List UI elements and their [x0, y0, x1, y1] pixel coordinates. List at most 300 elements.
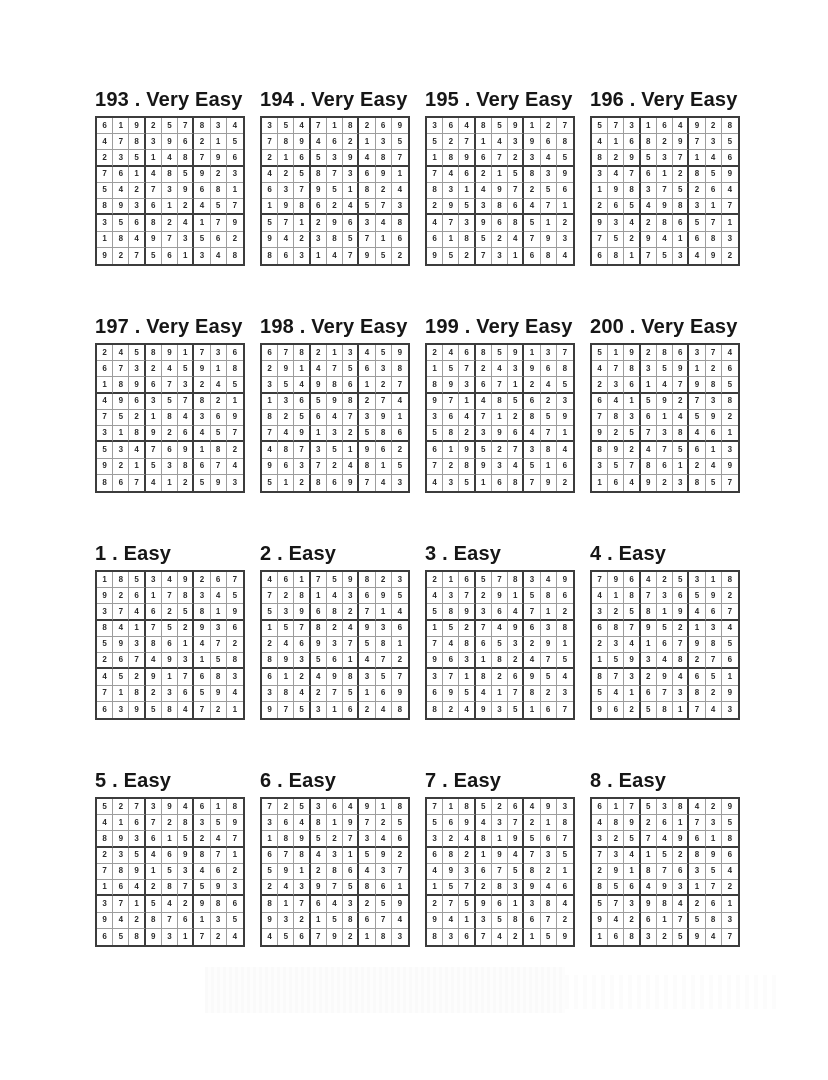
- sudoku-cell: 4: [311, 848, 327, 864]
- sudoku-cell: 9: [194, 167, 210, 183]
- sudoku-cell: 6: [541, 702, 557, 718]
- sudoku-cell: 9: [459, 815, 475, 831]
- sudoku-cell: 1: [211, 134, 227, 150]
- sudoku-cell: 3: [311, 702, 327, 718]
- sudoku-cell: 5: [178, 604, 194, 620]
- sudoku-cell: 5: [624, 831, 640, 847]
- sudoku-cell: 3: [557, 394, 573, 410]
- sudoku-cell: 3: [162, 183, 178, 199]
- sudoku-cell: 8: [641, 604, 657, 620]
- sudoku-cell: 9: [673, 604, 689, 620]
- sudoku-cell: 7: [343, 637, 359, 653]
- sudoku-cell: 2: [641, 345, 657, 361]
- sudoku-cell: 1: [294, 215, 310, 231]
- sudoku-cell: 8: [178, 459, 194, 475]
- sudoku-cell: 3: [97, 426, 113, 442]
- sudoku-cell: 9: [427, 913, 443, 929]
- sudoku-cell: 2: [557, 215, 573, 231]
- sudoku-cell: 3: [459, 215, 475, 231]
- sudoku-cell: 2: [262, 150, 278, 166]
- sudoku-cell: 1: [541, 815, 557, 831]
- sudoku-cell: 5: [262, 475, 278, 491]
- sudoku-cell: 6: [641, 686, 657, 702]
- puzzle-199-very-easy: [425, 317, 575, 493]
- sudoku-cell: 9: [194, 621, 210, 637]
- sudoku-cell: 5: [673, 183, 689, 199]
- sudoku-cell: 4: [706, 702, 722, 718]
- sudoku-cell: 8: [227, 799, 243, 815]
- sudoku-cell: 2: [162, 426, 178, 442]
- sudoku-cell: 2: [476, 361, 492, 377]
- sudoku-cell: 8: [294, 848, 310, 864]
- sudoku-cell: 5: [427, 604, 443, 620]
- sudoku-cell: 4: [541, 150, 557, 166]
- sudoku-cell: 9: [524, 134, 540, 150]
- sudoku-cell: 3: [262, 118, 278, 134]
- sudoku-cell: 2: [427, 572, 443, 588]
- sudoku-cell: 2: [673, 621, 689, 637]
- sudoku-cell: 9: [227, 215, 243, 231]
- puzzle-8-easy: [590, 771, 740, 947]
- sudoku-cell: 2: [262, 880, 278, 896]
- sudoku-cell: 1: [227, 394, 243, 410]
- sudoku-cell: 8: [97, 621, 113, 637]
- sudoku-cell: 6: [278, 459, 294, 475]
- sudoku-cell: 1: [359, 377, 375, 393]
- sudoku-cell: 4: [722, 183, 738, 199]
- puzzle-title: 7 . Easy: [425, 770, 502, 792]
- sudoku-cell: 2: [657, 475, 673, 491]
- sudoku-cell: 2: [459, 621, 475, 637]
- sudoku-cell: 2: [492, 799, 508, 815]
- sudoku-cell: 5: [443, 361, 459, 377]
- sudoku-cell: 1: [311, 913, 327, 929]
- sudoku-cell: 3: [113, 848, 129, 864]
- sudoku-cell: 5: [129, 150, 145, 166]
- sudoku-cell: 3: [641, 361, 657, 377]
- sudoku-cell: 2: [194, 377, 210, 393]
- sudoku-cell: 5: [592, 896, 608, 912]
- sudoku-cell: 3: [194, 410, 210, 426]
- sudoku-cell: 3: [327, 848, 343, 864]
- sudoku-cell: 8: [557, 361, 573, 377]
- sudoku-cell: 7: [278, 345, 294, 361]
- sudoku-cell: 5: [392, 459, 408, 475]
- sudoku-cell: 4: [427, 588, 443, 604]
- sudoku-cell: 7: [194, 345, 210, 361]
- sudoku-cell: 8: [146, 637, 162, 653]
- sudoku-cell: 2: [541, 394, 557, 410]
- sudoku-cell: 9: [359, 621, 375, 637]
- sudoku-cell: 8: [146, 215, 162, 231]
- sudoku-cell: 6: [146, 377, 162, 393]
- sudoku-grid: [425, 343, 575, 493]
- sudoku-cell: 9: [689, 929, 705, 945]
- sudoku-cell: 4: [194, 426, 210, 442]
- sudoku-cell: 4: [97, 815, 113, 831]
- sudoku-cell: 4: [508, 459, 524, 475]
- sudoku-cell: 9: [194, 361, 210, 377]
- sudoku-cell: 2: [294, 232, 310, 248]
- sudoku-cell: 5: [459, 686, 475, 702]
- sudoku-cell: 6: [541, 361, 557, 377]
- sudoku-cell: 5: [113, 410, 129, 426]
- sudoku-cell: 1: [262, 394, 278, 410]
- sudoku-cell: 7: [673, 913, 689, 929]
- sudoku-cell: 1: [557, 199, 573, 215]
- sudoku-cell: 5: [392, 588, 408, 604]
- sudoku-cell: 7: [194, 150, 210, 166]
- sudoku-cell: 8: [541, 896, 557, 912]
- sudoku-cell: 1: [211, 799, 227, 815]
- sudoku-cell: 1: [146, 410, 162, 426]
- sudoku-cell: 9: [392, 345, 408, 361]
- sudoku-cell: 6: [492, 215, 508, 231]
- sudoku-cell: 9: [392, 896, 408, 912]
- sudoku-cell: 5: [459, 475, 475, 491]
- sudoku-cell: 9: [294, 831, 310, 847]
- sudoku-cell: 5: [476, 572, 492, 588]
- puzzle-title: 193 . Very Easy: [95, 89, 243, 111]
- sudoku-cell: 4: [624, 215, 640, 231]
- sudoku-cell: 9: [278, 653, 294, 669]
- sudoku-cell: 1: [443, 799, 459, 815]
- sudoku-grid: [95, 116, 245, 266]
- sudoku-cell: 2: [592, 377, 608, 393]
- sudoku-cell: 1: [343, 442, 359, 458]
- sudoku-cell: 4: [492, 134, 508, 150]
- sudoku-cell: 5: [294, 167, 310, 183]
- sudoku-cell: 5: [492, 637, 508, 653]
- sudoku-cell: 5: [476, 799, 492, 815]
- sudoku-cell: 2: [592, 864, 608, 880]
- sudoku-cell: 2: [392, 848, 408, 864]
- sudoku-cell: 3: [508, 880, 524, 896]
- sudoku-cell: 3: [262, 815, 278, 831]
- sudoku-cell: 1: [641, 637, 657, 653]
- sudoku-cell: 4: [476, 394, 492, 410]
- sudoku-cell: 3: [673, 475, 689, 491]
- sudoku-cell: 1: [592, 653, 608, 669]
- sudoku-cell: 1: [343, 848, 359, 864]
- sudoku-cell: 9: [146, 929, 162, 945]
- sudoku-cell: 7: [178, 394, 194, 410]
- sudoku-cell: 1: [476, 475, 492, 491]
- sudoku-cell: 9: [476, 896, 492, 912]
- sudoku-cell: 8: [657, 702, 673, 718]
- sudoku-cell: 3: [641, 929, 657, 945]
- sudoku-cell: 9: [722, 167, 738, 183]
- sudoku-cell: 6: [673, 345, 689, 361]
- sudoku-cell: 4: [541, 377, 557, 393]
- sudoku-cell: 8: [443, 150, 459, 166]
- sudoku-cell: 1: [657, 167, 673, 183]
- sudoku-cell: 8: [624, 361, 640, 377]
- sudoku-cell: 8: [211, 442, 227, 458]
- sudoku-cell: 5: [162, 864, 178, 880]
- sudoku-cell: 4: [722, 345, 738, 361]
- sudoku-cell: 7: [722, 199, 738, 215]
- sudoku-cell: 2: [562, 477, 568, 487]
- sudoku-cell: 9: [592, 426, 608, 442]
- sudoku-cell: 3: [146, 394, 162, 410]
- sudoku-cell: 8: [476, 118, 492, 134]
- sudoku-cell: 6: [211, 572, 227, 588]
- sudoku-cell: 5: [689, 913, 705, 929]
- sudoku-cell: 7: [162, 913, 178, 929]
- sudoku-cell: 2: [541, 118, 557, 134]
- sudoku-cell: 7: [113, 361, 129, 377]
- sudoku-cell: 2: [359, 118, 375, 134]
- sudoku-cell: 1: [641, 377, 657, 393]
- sudoku-cell: 7: [359, 815, 375, 831]
- sudoku-cell: 5: [722, 637, 738, 653]
- sudoku-cell: 7: [657, 864, 673, 880]
- sudoku-cell: 8: [706, 377, 722, 393]
- sudoku-cell: 9: [262, 232, 278, 248]
- sudoku-cell: 8: [557, 621, 573, 637]
- sudoku-cell: 8: [311, 621, 327, 637]
- sudoku-cell: 1: [194, 442, 210, 458]
- sudoku-cell: 3: [211, 913, 227, 929]
- sudoku-cell: 2: [706, 118, 722, 134]
- sudoku-cell: 5: [541, 929, 557, 945]
- sudoku-cell: 8: [146, 913, 162, 929]
- sudoku-cell: 3: [178, 864, 194, 880]
- sudoku-cell: 1: [608, 345, 624, 361]
- sudoku-cell: 2: [146, 686, 162, 702]
- sudoku-cell: 2: [162, 215, 178, 231]
- sudoku-cell: 3: [492, 459, 508, 475]
- sudoku-cell: 7: [311, 459, 327, 475]
- sudoku-cell: 6: [657, 815, 673, 831]
- sudoku-cell: 8: [327, 377, 343, 393]
- sudoku-cell: 2: [311, 864, 327, 880]
- sudoku-cell: 4: [129, 880, 145, 896]
- sudoku-cell: 3: [443, 588, 459, 604]
- sudoku-cell: 3: [706, 621, 722, 637]
- sudoku-cell: 9: [262, 459, 278, 475]
- sudoku-cell: 4: [227, 459, 243, 475]
- sudoku-cell: 3: [706, 394, 722, 410]
- sudoku-cell: 4: [278, 232, 294, 248]
- sudoku-cell: 1: [706, 442, 722, 458]
- puzzle-title: 194 . Very Easy: [260, 89, 408, 111]
- sudoku-grid: [260, 343, 410, 493]
- sudoku-cell: 3: [722, 232, 738, 248]
- sudoku-cell: 7: [624, 167, 640, 183]
- sudoku-cell: 8: [689, 848, 705, 864]
- sudoku-cell: 5: [262, 864, 278, 880]
- puzzle-title: 1 . Easy: [95, 543, 172, 565]
- sudoku-cell: 1: [508, 248, 524, 264]
- sudoku-cell: 8: [443, 604, 459, 620]
- sudoku-cell: 9: [657, 880, 673, 896]
- sudoku-cell: 6: [392, 621, 408, 637]
- sudoku-cell: 6: [97, 361, 113, 377]
- sudoku-cell: 4: [722, 864, 738, 880]
- sudoku-cell: 4: [227, 686, 243, 702]
- sudoku-cell: 3: [327, 637, 343, 653]
- sudoku-cell: 9: [162, 653, 178, 669]
- sudoku-cell: 2: [327, 621, 343, 637]
- sudoku-cell: 5: [376, 248, 392, 264]
- sudoku-cell: 5: [459, 199, 475, 215]
- sudoku-cell: 6: [343, 377, 359, 393]
- sudoku-cell: 3: [673, 686, 689, 702]
- sudoku-cell: 6: [227, 896, 243, 912]
- sudoku-cell: 3: [262, 686, 278, 702]
- sudoku-cell: 3: [227, 880, 243, 896]
- sudoku-cell: 7: [524, 232, 540, 248]
- sudoku-cell: 7: [392, 150, 408, 166]
- puzzle-title: 6 . Easy: [260, 770, 337, 792]
- sudoku-cell: 8: [359, 880, 375, 896]
- sudoku-cell: 4: [211, 377, 227, 393]
- sudoku-cell: 3: [194, 588, 210, 604]
- sudoku-cell: 2: [311, 215, 327, 231]
- sudoku-cell: 9: [722, 686, 738, 702]
- sudoku-cell: 8: [232, 250, 238, 260]
- sudoku-cell: 5: [706, 475, 722, 491]
- sudoku-cell: 5: [211, 815, 227, 831]
- sudoku-cell: 4: [392, 604, 408, 620]
- sudoku-cell: 4: [146, 167, 162, 183]
- sudoku-cell: 3: [592, 604, 608, 620]
- sudoku-cell: 6: [227, 150, 243, 166]
- sudoku-cell: 9: [492, 848, 508, 864]
- sudoku-cell: 1: [557, 426, 573, 442]
- sudoku-cell: 4: [476, 815, 492, 831]
- sudoku-cell: 5: [129, 572, 145, 588]
- puzzle-5-easy: [95, 771, 245, 947]
- sudoku-cell: 4: [657, 377, 673, 393]
- sudoku-cell: 3: [443, 475, 459, 491]
- sudoku-cell: 6: [294, 150, 310, 166]
- sudoku-cell: 3: [608, 637, 624, 653]
- sudoku-cell: 6: [541, 134, 557, 150]
- sudoku-cell: 5: [541, 669, 557, 685]
- sudoku-cell: 1: [327, 118, 343, 134]
- sudoku-cell: 9: [162, 345, 178, 361]
- sudoku-cell: 9: [541, 799, 557, 815]
- sudoku-cell: 1: [376, 799, 392, 815]
- sudoku-cell: 2: [557, 913, 573, 929]
- sudoku-cell: 1: [129, 459, 145, 475]
- sudoku-cell: 9: [443, 864, 459, 880]
- sudoku-cell: 5: [227, 134, 243, 150]
- sudoku-cell: 9: [294, 134, 310, 150]
- sudoku-cell: 4: [562, 250, 568, 260]
- sudoku-cell: 3: [476, 913, 492, 929]
- sudoku-cell: 2: [359, 702, 375, 718]
- sudoku-cell: 4: [376, 475, 392, 491]
- sudoku-cell: 7: [343, 410, 359, 426]
- sudoku-cell: 4: [492, 929, 508, 945]
- sudoku-cell: 1: [427, 150, 443, 166]
- sudoku-cell: 6: [376, 880, 392, 896]
- sudoku-cell: 6: [443, 653, 459, 669]
- sudoku-cell: 7: [689, 702, 705, 718]
- sudoku-cell: 6: [129, 394, 145, 410]
- sudoku-cell: 7: [706, 345, 722, 361]
- sudoku-cell: 2: [327, 831, 343, 847]
- sudoku-cell: 4: [608, 167, 624, 183]
- sudoku-cell: 1: [359, 929, 375, 945]
- sudoku-cell: 9: [657, 199, 673, 215]
- sudoku-cell: 6: [459, 572, 475, 588]
- sudoku-cell: 1: [311, 588, 327, 604]
- sudoku-cell: 5: [608, 232, 624, 248]
- sudoku-cell: 8: [376, 426, 392, 442]
- sudoku-cell: 3: [359, 831, 375, 847]
- sudoku-cell: 3: [459, 864, 475, 880]
- sudoku-cell: 6: [443, 410, 459, 426]
- sudoku-cell: 1: [392, 880, 408, 896]
- sudoku-cell: 3: [343, 896, 359, 912]
- sudoku-cell: 7: [392, 864, 408, 880]
- sudoku-cell: 9: [376, 410, 392, 426]
- sudoku-cell: 4: [194, 864, 210, 880]
- sudoku-cell: 2: [689, 896, 705, 912]
- sudoku-cell: 5: [359, 199, 375, 215]
- sudoku-cell: 3: [194, 815, 210, 831]
- sudoku-cell: 6: [113, 167, 129, 183]
- sudoku-cell: 5: [97, 442, 113, 458]
- sudoku-cell: 9: [211, 475, 227, 491]
- puzzle-197-very-easy: [95, 317, 245, 493]
- sudoku-cell: 6: [227, 345, 243, 361]
- sudoku-cell: 1: [476, 134, 492, 150]
- sudoku-cell: 6: [376, 442, 392, 458]
- sudoku-cell: 8: [227, 653, 243, 669]
- sudoku-cell: 4: [294, 686, 310, 702]
- sudoku-cell: 7: [327, 167, 343, 183]
- sudoku-cell: 5: [524, 831, 540, 847]
- sudoku-cell: 1: [459, 669, 475, 685]
- sudoku-cell: 5: [443, 880, 459, 896]
- sudoku-cell: 5: [557, 848, 573, 864]
- sudoku-cell: 8: [211, 896, 227, 912]
- sudoku-cell: 8: [492, 653, 508, 669]
- sudoku-cell: 9: [97, 248, 113, 264]
- sudoku-cell: 5: [557, 653, 573, 669]
- sudoku-cell: 5: [641, 799, 657, 815]
- sudoku-cell: 1: [178, 248, 194, 264]
- sudoku-cell: 1: [327, 815, 343, 831]
- sudoku-cell: 3: [476, 199, 492, 215]
- sudoku-cell: 3: [278, 394, 294, 410]
- sudoku-cell: 4: [227, 118, 243, 134]
- sudoku-cell: 5: [146, 896, 162, 912]
- puzzle-title: 2 . Easy: [260, 543, 337, 565]
- sudoku-cell: 8: [722, 572, 738, 588]
- sudoku-cell: 2: [706, 686, 722, 702]
- sudoku-cell: 9: [278, 361, 294, 377]
- sudoku-cell: 3: [673, 880, 689, 896]
- sudoku-cell: 2: [178, 896, 194, 912]
- sudoku-cell: 4: [443, 345, 459, 361]
- sudoku-cell: 6: [476, 150, 492, 166]
- sudoku-cell: 4: [608, 913, 624, 929]
- sudoku-cell: 6: [722, 150, 738, 166]
- puzzle-195-very-easy: [425, 90, 575, 266]
- sudoku-cell: 1: [689, 150, 705, 166]
- sudoku-cell: 8: [592, 442, 608, 458]
- sudoku-cell: 3: [146, 134, 162, 150]
- sudoku-cell: 9: [327, 394, 343, 410]
- sudoku-cell: 9: [376, 848, 392, 864]
